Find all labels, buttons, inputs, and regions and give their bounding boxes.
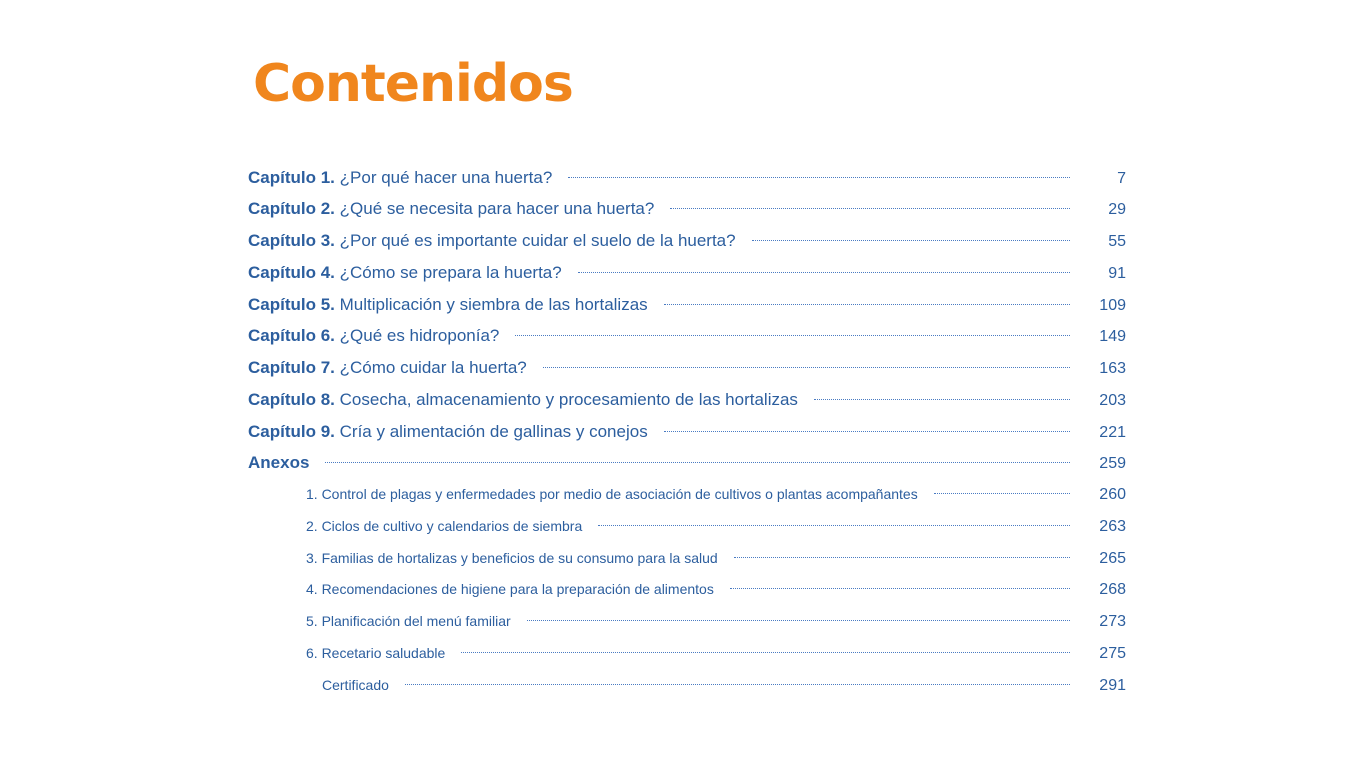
chapter-title: ¿Qué se necesita para hacer una huerta? bbox=[339, 199, 655, 218]
annex-title: 6. Recetario saludable bbox=[306, 645, 446, 661]
chapter-number: Capítulo 3. bbox=[248, 231, 335, 250]
toc-entry-chapter-5[interactable] bbox=[248, 295, 1126, 317]
toc-entry-annex-2[interactable] bbox=[248, 518, 1126, 538]
toc-entry-chapter-6[interactable] bbox=[248, 326, 1126, 348]
page-number: 29 bbox=[1108, 201, 1126, 218]
annex-title: 4. Recomendaciones de higiene para la preparación de alimentos bbox=[306, 581, 714, 597]
toc-entry-chapter-4[interactable] bbox=[248, 263, 1126, 285]
page-number: 163 bbox=[1099, 360, 1126, 377]
chapter-title: ¿Por qué hacer una huerta? bbox=[339, 168, 553, 187]
annexes-title: Anexos bbox=[248, 453, 310, 472]
dot-leader bbox=[734, 557, 1070, 558]
dot-leader bbox=[730, 588, 1070, 589]
page-number: 7 bbox=[1117, 170, 1126, 187]
toc-entry-annex-6[interactable] bbox=[248, 645, 1126, 665]
chapter-title: ¿Cómo cuidar la huerta? bbox=[339, 358, 527, 377]
chapter-number: Capítulo 4. bbox=[248, 263, 335, 282]
toc-entry-chapter-9[interactable] bbox=[248, 422, 1126, 444]
chapter-number: Capítulo 6. bbox=[248, 326, 335, 345]
toc-entry-chapter-8[interactable] bbox=[248, 390, 1126, 412]
page-number: 91 bbox=[1108, 265, 1126, 282]
toc-entry-chapter-7[interactable] bbox=[248, 358, 1126, 380]
chapter-number: Capítulo 2. bbox=[248, 199, 335, 218]
dot-leader bbox=[578, 272, 1070, 273]
chapter-number: Capítulo 1. bbox=[248, 168, 335, 187]
annex-title: 1. Control de plagas y enfermedades por medio de asociación de cultivos o plantas acompañantes bbox=[306, 486, 918, 502]
page-number: 55 bbox=[1108, 233, 1126, 250]
dot-leader bbox=[461, 652, 1070, 653]
page-number: 265 bbox=[1099, 550, 1126, 567]
page-number: 273 bbox=[1099, 613, 1126, 630]
dot-leader bbox=[752, 240, 1070, 241]
dot-leader bbox=[670, 208, 1070, 209]
annex-title: 2. Ciclos de cultivo y calendarios de siembra bbox=[306, 518, 583, 534]
annex-title: 5. Planificación del menú familiar bbox=[306, 613, 511, 629]
page-title: Contenidos bbox=[253, 54, 573, 114]
chapter-number: Capítulo 8. bbox=[248, 390, 335, 409]
toc-entry-annex-3[interactable] bbox=[248, 550, 1126, 570]
toc-entry-annex-4[interactable] bbox=[248, 581, 1126, 601]
page-number: 203 bbox=[1099, 392, 1126, 409]
toc-entry-chapter-3[interactable] bbox=[248, 231, 1126, 253]
dot-leader bbox=[568, 177, 1070, 178]
chapter-number: Capítulo 7. bbox=[248, 358, 335, 377]
page-number: 149 bbox=[1099, 328, 1126, 345]
toc-entry-annexes[interactable] bbox=[248, 453, 1126, 475]
chapter-title: ¿Por qué es importante cuidar el suelo de la huerta? bbox=[339, 231, 736, 250]
dot-leader bbox=[527, 620, 1070, 621]
chapter-title: Cosecha, almacenamiento y procesamiento de las hortalizas bbox=[339, 390, 798, 409]
dot-leader bbox=[814, 399, 1070, 400]
chapter-title: ¿Cómo se prepara la huerta? bbox=[339, 263, 562, 282]
dot-leader bbox=[598, 525, 1070, 526]
dot-leader bbox=[664, 431, 1070, 432]
annex-title: 3. Familias de hortalizas y beneficios de su consumo para la salud bbox=[306, 550, 718, 566]
page-number: 275 bbox=[1099, 645, 1126, 662]
annex-title: Certificado bbox=[322, 677, 389, 693]
chapter-number: Capítulo 9. bbox=[248, 422, 335, 441]
dot-leader bbox=[543, 367, 1070, 368]
chapter-title: ¿Qué es hidroponía? bbox=[339, 326, 500, 345]
chapter-title: Cría y alimentación de gallinas y conejos bbox=[339, 422, 648, 441]
toc-entry-certificate[interactable] bbox=[248, 677, 1126, 697]
chapter-title: Multiplicación y siembra de las hortalizas bbox=[339, 295, 648, 314]
toc-entry-chapter-2[interactable] bbox=[248, 199, 1126, 221]
dot-leader bbox=[325, 462, 1070, 463]
dot-leader bbox=[405, 684, 1070, 685]
toc-entry-annex-5[interactable] bbox=[248, 613, 1126, 633]
dot-leader bbox=[515, 335, 1070, 336]
page-number: 263 bbox=[1099, 518, 1126, 535]
page-number: 291 bbox=[1099, 677, 1126, 694]
dot-leader bbox=[664, 304, 1070, 305]
page-number: 259 bbox=[1099, 455, 1126, 472]
page-number: 221 bbox=[1099, 424, 1126, 441]
dot-leader bbox=[934, 493, 1070, 494]
chapter-number: Capítulo 5. bbox=[248, 295, 335, 314]
page-number: 268 bbox=[1099, 581, 1126, 598]
page-number: 260 bbox=[1099, 486, 1126, 503]
page-number: 109 bbox=[1099, 297, 1126, 314]
toc-entry-chapter-1[interactable] bbox=[248, 168, 1126, 190]
toc-entry-annex-1[interactable] bbox=[248, 486, 1126, 506]
